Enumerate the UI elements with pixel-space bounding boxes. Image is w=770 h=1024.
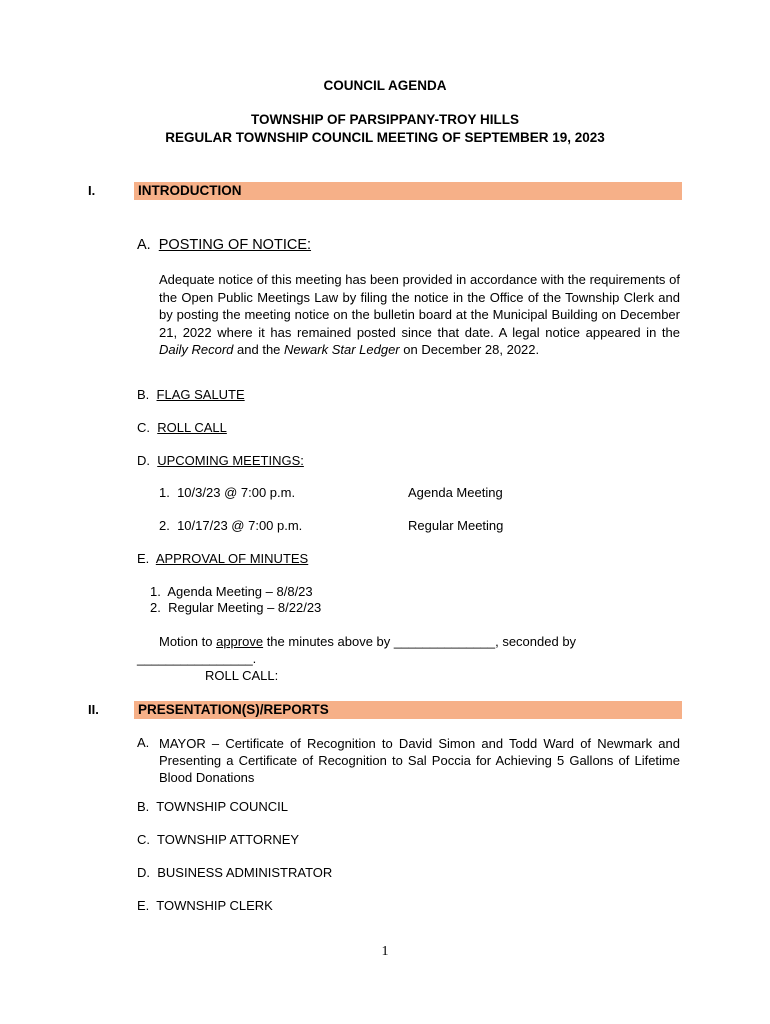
posting-heading <box>137 237 311 253</box>
attorney-label: TOWNSHIP ATTORNEY <box>157 832 300 847</box>
attorney-letter: C. <box>137 832 150 847</box>
minutes-text: Regular Meeting – 8/22/23 <box>168 600 322 615</box>
document-title: COUNCIL AGENDA <box>323 78 447 93</box>
posting-text-3: on December 28, 2022. <box>399 342 540 357</box>
minutes-letter: E. <box>137 551 150 566</box>
daily-record: Daily Record <box>159 342 234 357</box>
upcoming-num: 2. <box>159 518 170 533</box>
posting-notice-text <box>159 271 680 359</box>
upcoming-label: UPCOMING MEETINGS: <box>157 453 304 468</box>
motion-prefix: Motion to <box>159 634 217 649</box>
mayor-text: MAYOR – Certificate of Recognition to David Simon and Todd Ward of Newmark and Presenting a Certificate of Recognition to Sal Poccia for Achieving 5 Gallons of Lifetime Blood Donations <box>159 736 680 785</box>
upcoming-meeting-type: Regular Meeting <box>408 518 504 533</box>
upcoming-meetings-item <box>137 453 304 468</box>
page-number: 1 <box>381 944 389 959</box>
minutes-label: APPROVAL OF MINUTES <box>155 551 309 566</box>
motion-rest: the minutes above by ______________, seconded by <box>263 634 577 649</box>
township-clerk-item <box>137 898 273 913</box>
upcoming-num: 1. <box>159 485 170 500</box>
newark-star-ledger: Newark Star Ledger <box>284 342 400 357</box>
roll-call-label: ROLL CALL <box>157 420 227 435</box>
section-number-presentations: II. <box>88 702 99 717</box>
mayor-letter: A. <box>137 735 150 750</box>
township-name: TOWNSHIP OF PARSIPPANY-TROY HILLS <box>250 112 520 127</box>
council-label: TOWNSHIP COUNCIL <box>156 799 288 814</box>
minutes-text: Agenda Meeting – 8/8/23 <box>167 584 313 599</box>
flag-salute-letter: B. <box>137 387 150 402</box>
posting-letter: A. <box>137 237 151 253</box>
upcoming-meeting-type: Agenda Meeting <box>408 485 503 500</box>
upcoming-date: 10/17/23 @ 7:00 p.m. <box>177 518 303 533</box>
motion-line <box>159 634 576 649</box>
upcoming-meeting-row <box>159 485 295 500</box>
clerk-label: TOWNSHIP CLERK <box>156 898 273 913</box>
posting-text-1: Adequate notice of this meeting has been provided in accordance with the requirements of the Open Public Meetings Law by filing the notice in the Office of the Township Clerk and by posting the meeting notice on the bulletin board at the Municipal Building on December 21, 2022 where it has remained posted since that date. A legal notice appeared in the <box>159 272 680 340</box>
section-title-introduction: INTRODUCTION <box>138 183 242 198</box>
minutes-row <box>150 600 321 615</box>
minutes-num: 1. <box>150 584 161 599</box>
flag-salute-item <box>137 387 245 402</box>
administrator-letter: D. <box>137 865 150 880</box>
minutes-roll-call: ROLL CALL: <box>205 668 279 683</box>
clerk-letter: E. <box>137 898 150 913</box>
minutes-num: 2. <box>150 600 161 615</box>
approval-minutes-item <box>137 551 308 566</box>
township-attorney-item <box>137 832 299 847</box>
section-number-introduction: I. <box>88 183 96 198</box>
township-council-item <box>137 799 288 814</box>
meeting-title: REGULAR TOWNSHIP COUNCIL MEETING OF SEPTEMBER 19, 2023 <box>165 130 605 145</box>
administrator-label: BUSINESS ADMINISTRATOR <box>157 865 333 880</box>
motion-line-2: ________________. <box>137 651 257 666</box>
roll-call-letter: C. <box>137 420 150 435</box>
upcoming-letter: D. <box>137 453 150 468</box>
flag-salute-label: FLAG SALUTE <box>156 387 245 402</box>
roll-call-item <box>137 420 227 435</box>
council-letter: B. <box>137 799 150 814</box>
business-administrator-item <box>137 865 332 880</box>
section-title-presentations: PRESENTATION(S)/REPORTS <box>138 702 329 717</box>
upcoming-meeting-row <box>159 518 302 533</box>
posting-text-2: and the <box>233 342 285 357</box>
posting-label: POSTING OF NOTICE: <box>158 237 312 253</box>
motion-approve: approve <box>216 634 264 649</box>
minutes-row <box>150 584 313 599</box>
upcoming-date: 10/3/23 @ 7:00 p.m. <box>177 485 296 500</box>
